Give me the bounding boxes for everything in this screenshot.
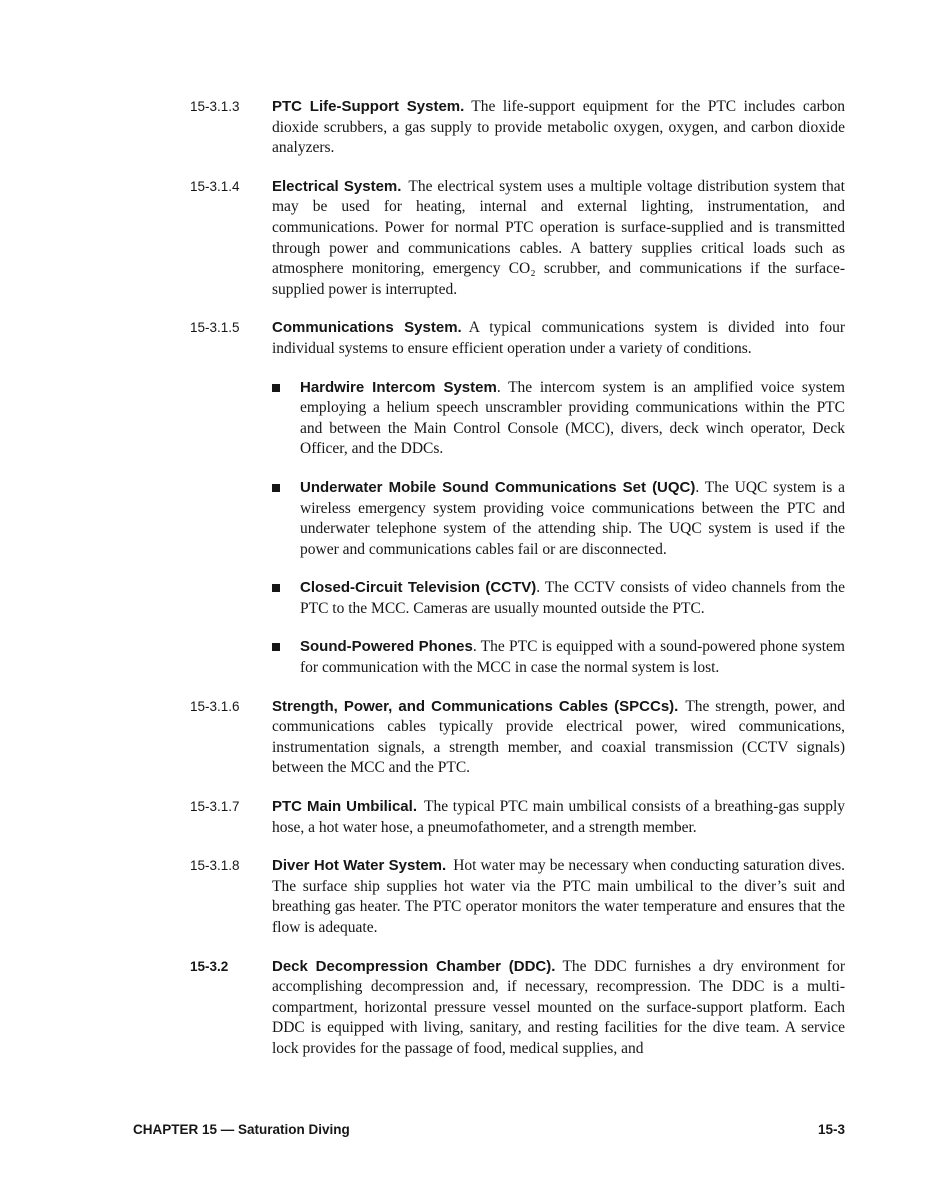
bullet-body-text: . The CCTV consists of video channels from the PTC to the MCC. Cameras are usually mounted outside the PTC. — [300, 579, 845, 617]
section-heading: Strength, Power, and Communications Cables (SPCCs). — [272, 697, 679, 715]
section-body-text: The electrical system uses a multiple voltage distribution system that may be used for heating, internal and external lighting, instrumentation, and communications. Power for normal PTC operation is surface-supplied and is transmitted through power and communications cables. A battery supplies critical loads such as atmosphere monitoring, emergency CO₂ scrubber, and communications if the surface-supplied power is interrupted. — [272, 177, 845, 298]
bullet-marker — [272, 637, 300, 678]
section-heading: Communications System. — [272, 319, 462, 337]
bullet-heading: Underwater Mobile Sound Communications Set (UQC) — [300, 478, 696, 496]
section-paragraph — [272, 697, 845, 779]
bullet-marker — [272, 378, 300, 460]
bullet-square-icon — [272, 643, 280, 651]
section-paragraph — [272, 797, 845, 838]
section-number: 15-3.1.8 — [190, 858, 240, 874]
section-body — [272, 97, 845, 159]
section-body — [272, 797, 845, 838]
section-paragraph — [272, 856, 845, 938]
bullet-paragraph — [300, 578, 845, 619]
bullet-item — [272, 637, 845, 678]
bullet-square-icon — [272, 484, 280, 492]
section-15-3-1-7 — [135, 797, 845, 838]
section-body-text: Hot water may be necessary when conducting saturation dives. The surface ship supplies hot water via the PTC main umbilical to the diver’s suit and breathing gas heater. The PTC operator monitors the water temperature and ensures that the flow is adequate. — [272, 857, 845, 936]
section-body-text: The DDC furnishes a dry environment for accomplishing decompression and, if necessary, recompression. The DDC is a multi-compartment, horizontal pressure vessel mounted on the surface-support platform. Each DDC is equipped with living, sanitary, and resting facilities for the dive team. A service lock provides for the passage of food, medical supplies, and — [272, 957, 845, 1057]
bullet-square-icon — [272, 384, 280, 392]
section-number: 15-3.2 — [190, 958, 229, 974]
section-paragraph — [272, 177, 845, 301]
section-body-text: The typical PTC main umbilical consists of a breathing-gas supply hose, a hot water hose, a pneumofathometer, and a strength member. — [272, 798, 846, 836]
section-body-text: The strength, power, and communications cables typically provide electrical power, wired communications, instrumentation signals, a strength member, and coaxial transmission (CCTV signals) between the MCC and the PTC. — [272, 697, 846, 777]
section-heading: Deck Decompression Chamber (DDC). — [272, 957, 556, 975]
bullet-heading: Closed-Circuit Television (CCTV) — [300, 579, 537, 597]
bullet-body-text: . The PTC is equipped with a sound-powered phone system for communication with the MCC in case the normal system is lost. — [300, 638, 845, 677]
section-body-text: A typical communications system is divided into four individual systems to ensure efficient operation under a variety of conditions. — [272, 319, 845, 357]
page-footer — [133, 1121, 845, 1139]
section-body — [272, 957, 845, 1060]
section-paragraph — [272, 957, 845, 1060]
section-15-3-1-5 — [135, 318, 845, 678]
bullet-item — [272, 378, 845, 460]
footer-chapter-label: CHAPTER 15 — Saturation Diving — [133, 1122, 350, 1137]
bullet-marker — [272, 578, 300, 619]
section-heading: PTC Life-Support System. — [272, 98, 465, 115]
section-body — [272, 318, 845, 678]
section-number: 15-3.1.5 — [190, 320, 240, 336]
bullet-paragraph — [300, 478, 845, 560]
bullet-paragraph — [300, 637, 845, 678]
section-body — [272, 177, 845, 301]
section-number: 15-3.1.7 — [190, 799, 240, 815]
section-15-3-1-6 — [135, 697, 845, 779]
section-heading: Electrical System. — [272, 177, 402, 195]
section-body — [272, 697, 845, 779]
bullet-item — [272, 578, 845, 619]
bullet-heading: Hardwire Intercom System — [300, 378, 497, 396]
section-body — [272, 856, 845, 938]
bullet-body-text: . The intercom system is an amplified voice system employing a helium speech unscrambler providing communications within the PTC and between the Main Control Console (MCC), divers, deck winch operator, Deck Officer, and the DDCs. — [300, 378, 845, 458]
bullet-item — [272, 478, 845, 560]
section-15-3-1-3 — [135, 97, 845, 159]
section-heading: Diver Hot Water System. — [272, 857, 447, 875]
bullet-square-icon — [272, 584, 280, 592]
section-number: 15-3.1.6 — [190, 698, 240, 714]
section-body-text: The life-support equipment for the PTC includes carbon dioxide scrubbers, a gas supply to provide metabolic oxygen, oxygen, and carbon dioxide analyzers. — [272, 98, 845, 157]
section-paragraph — [272, 318, 845, 359]
footer-page-number: 15-3 — [817, 1122, 845, 1137]
section-15-3-1-8 — [135, 856, 845, 938]
section-paragraph — [272, 97, 845, 159]
section-number: 15-3.1.3 — [190, 99, 240, 114]
bullet-body-text: . The UQC system is a wireless emergency system providing voice communications between the PTC and underwater telephone system of the attending ship. The UQC system is used if the power and communications cables fail or are disconnected. — [300, 478, 845, 558]
bullet-marker — [272, 478, 300, 560]
section-15-3-2 — [135, 957, 845, 1060]
document-content — [135, 97, 845, 1078]
section-number: 15-3.1.4 — [190, 178, 240, 194]
bullet-paragraph — [300, 378, 845, 460]
section-heading: PTC Main Umbilical. — [272, 798, 417, 816]
bullet-heading: Sound-Powered Phones — [300, 638, 473, 656]
section-15-3-1-4 — [135, 177, 845, 301]
